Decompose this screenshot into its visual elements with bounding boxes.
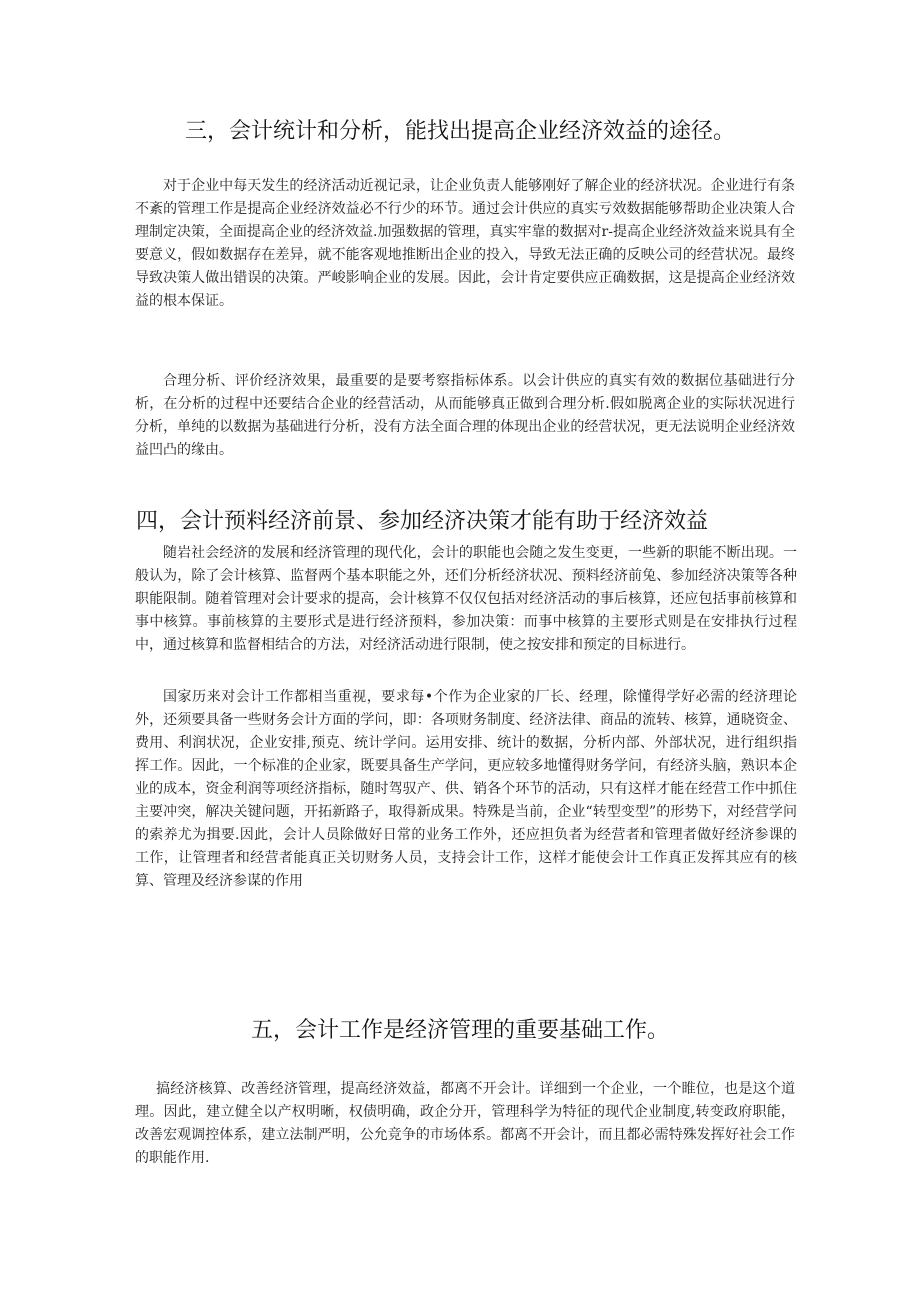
section-5-paragraph-1: 搞经济核算、改善经济管理，提高经济效益，都离不开会计。详细到一个企业，一个睢位，也是这个道理。因此，建立健全以产权明晰，权债明确，政企分开，管理科学为特征的现代企业制度,转变政府职能，改善宏观调控体系，建立法制严明，公允竞争的市场体系。都离不开会计，而且都必需特殊发挥好社会工作的职能作用. bbox=[135, 1081, 795, 1166]
section-3-heading: 三，会计统计和分析，能找出提高企业经济效益的途径。 bbox=[184, 119, 735, 144]
section-4-heading: 四，会计预料经济前景、参加经济决策才能有助于经济效益 bbox=[136, 509, 709, 534]
section-4-paragraph-2: 国家历来对会计工作都相当重视，要求每•个作为企业家的厂长、经理，除懂得学好必需的经济理论外，还须要具备一些财务会计方面的学问，即：各项财务制度、经济法律、商品的流转、核算，通晓资金、费用、利润状况，企业安排,预克、统计学问。运用安排、统计的数据，分析内部、外部状况，进行组织指挥工作。因此，一个标准的企业家，既要具备生产学问，更应较多地懂得财务学问，有经济头脑，熟识本企业的成本，资金利润等项经济指标，随时驾驭产、供、销各个环节的活动，只有这样才能在经营工作中抓住主要冲突，解决关键问题，开拓新路子，取得新成果。特殊是当前，企业“转型变型”的形势下，对经营学问的索养尤为揖要.因此，会计人员除做好日常的业务工作外，还应担负者为经营者和管理者做好经济参课的工作，让管理者和经营者能真正关切财务人员，支持会计工作，这样才能使会计工作真正发挥其应有的核算、管理及经济参谋的作用 bbox=[135, 689, 797, 889]
section-5-heading: 五，会计工作是经济管理的重要基础工作。 bbox=[250, 1018, 669, 1043]
section-3-paragraph-2: 合理分析、评价经济效果，最重要的是要考察指标体系。以会计供应的真实有效的数据位基础进行分析，在分析的过程中还要结合企业的经营活动，从而能够真正做到合理分析.假如脱离企业的实际状况进行分析，单纯的以数据为基础进行分析，没有方法全面合理的体现出企业的经营状况，更无法说明企业经济效益凹凸的缘由。 bbox=[135, 373, 795, 458]
section-4-paragraph-1: 随岩社会经济的发展和经济管理的现代化，会计的职能也会随之发生变更，一些新的职能不断出现。一般认为，除了会计核算、监督两个基本职能之外，还们分析经济状况、预料经济前兔、参加经济决策等各种职能限制。随着管理对会计要求的提高，会计核算不仅仅包括对经济活动的事后核算，还应包括事前核算和事中核算。事前核算的主要形式是进行经济预料，参加决策：而事中核算的主要形式则是在安排执行过程中，通过核算和监督相结合的方法，对经济活动进行限制，使之按安排和预定的目标进行。 bbox=[135, 545, 797, 653]
section-3-paragraph-1: 对于企业中每天发生的经济活动近视记录，让企业负责人能够刚好了解企业的经济状况。企业进行有条不紊的管理工作是提高企业经济效益必不行少的环节。通过会计供应的真实亏效数据能够帮助企业决策人合理制定决策，全面提高企业的经济效益.加强数据的管理，真实牢靠的数据对r-提高企业经济效益来说具有全要意义，假如数据存在差异，就不能客观地推断出企业的投入，导致无法正确的反映公司的经营状况。最终导致决策人做出错误的决策。严峻影响企业的发展。因此，会计肯定要供应正确数据，这是提高企业经济效益的根本保证。 bbox=[135, 178, 795, 309]
